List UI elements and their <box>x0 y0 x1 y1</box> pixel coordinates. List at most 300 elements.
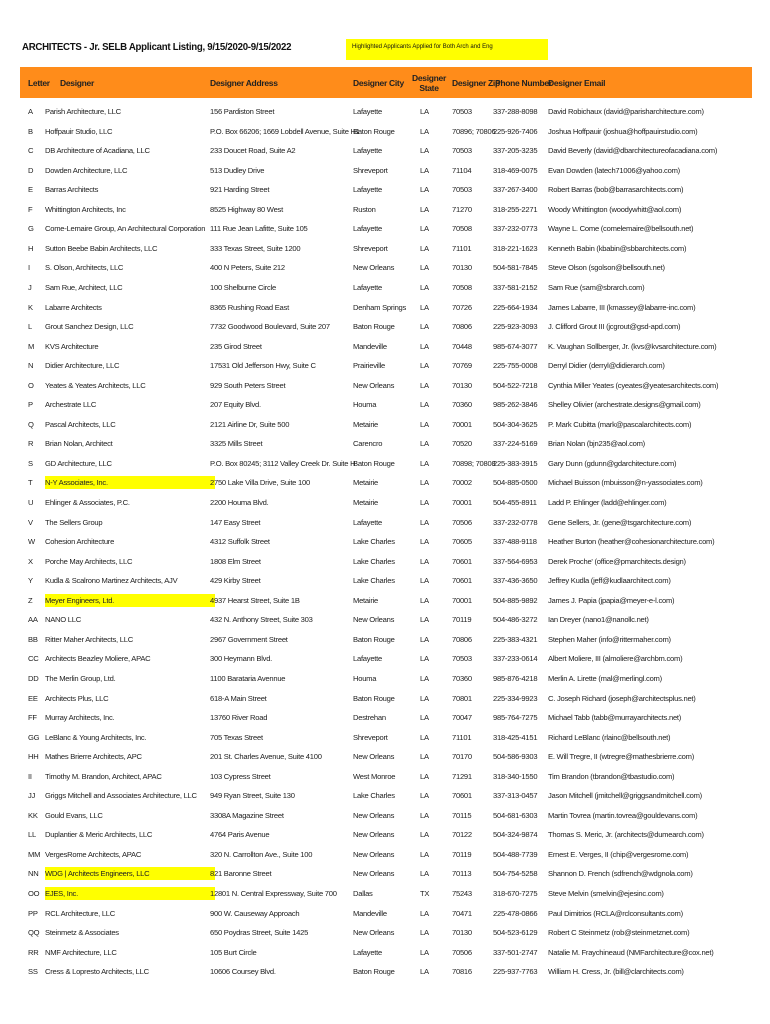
cell-state: LA <box>420 439 429 449</box>
cell-designer: KVS Architecture <box>45 341 99 351</box>
cell-city: New Orleans <box>353 849 395 859</box>
cell-email: Martin Tovrea (martin.tovrea@gouldevans.com) <box>548 810 698 820</box>
cell-designer: Barras Architects <box>45 185 99 195</box>
cell-designer: Porche May Architects, LLC <box>45 556 133 566</box>
header-phone: Phone Number <box>495 77 552 88</box>
cell-designer: DB Architecture of Acadiana, LLC <box>45 146 150 156</box>
cell-zip: 71270 <box>452 204 472 214</box>
cell-letter: OO <box>28 889 40 898</box>
page-title: ARCHITECTS - Jr. SELB Applicant Listing, 9/15/2020-9/15/2022 <box>22 41 292 53</box>
cell-city: New Orleans <box>353 830 395 840</box>
cell-state: LA <box>420 771 429 781</box>
cell-email: Ladd P. Ehlinger (ladd@ehlinger.com) <box>548 498 667 507</box>
cell-zip: 70503 <box>452 107 472 116</box>
cell-address: 921 Harding Street <box>210 185 270 195</box>
cell-city: Mandeville <box>353 908 387 918</box>
cell-letter: CC <box>28 654 39 664</box>
cell-city: Lafayette <box>353 224 382 234</box>
cell-phone: 318-425-4151 <box>493 732 538 742</box>
cell-state: LA <box>420 380 429 390</box>
cell-phone: 504-304-3625 <box>493 419 538 429</box>
cell-letter: M <box>28 341 35 351</box>
cell-letter: A <box>28 107 33 116</box>
table-row <box>20 298 752 318</box>
cell-zip: 70047 <box>452 713 472 723</box>
cell-address: 4312 Suffolk Street <box>210 537 270 547</box>
cell-designer: NMF Architecture, LLC <box>45 947 117 957</box>
cell-letter: Y <box>28 576 33 586</box>
cell-email: Thomas S. Meric, Jr. (architects@dumearch.com) <box>548 830 704 840</box>
cell-zip: 70001 <box>452 595 472 605</box>
table-row <box>20 278 752 298</box>
cell-city: Denham Springs <box>353 302 407 312</box>
cell-phone: 504-522-7218 <box>493 380 538 390</box>
cell-zip: 70001 <box>452 498 472 507</box>
cell-address: 17531 Old Jefferson Hwy, Suite C <box>210 361 316 371</box>
cell-phone: 318-221-1623 <box>493 243 538 253</box>
cell-email: Shannon D. French (sdfrench@wdgnola.com) <box>548 869 693 879</box>
cell-address: 929 South Peters Street <box>210 380 286 390</box>
cell-zip: 70115 <box>452 810 472 820</box>
cell-zip: 70769 <box>452 361 472 371</box>
cell-state: LA <box>420 361 429 371</box>
header-city: Designer City <box>353 77 404 88</box>
cell-zip: 70601 <box>452 556 472 566</box>
cell-zip: 70113 <box>452 869 472 879</box>
cell-zip: 70448 <box>452 341 472 351</box>
cell-city: Houma <box>353 400 377 410</box>
cell-designer: EJES, Inc. <box>45 887 215 900</box>
cell-zip: 70503 <box>452 146 472 156</box>
cell-address: 1100 Barataria Avennue <box>210 673 286 683</box>
table-row <box>20 415 752 435</box>
cell-designer: Kudla & Scalrono Martinez Architects, AJV <box>45 576 178 586</box>
cell-state: LA <box>420 185 429 195</box>
cell-designer: Meyer Engineers, Ltd. <box>45 594 215 607</box>
cell-state: LA <box>420 791 429 801</box>
cell-email: Gary Dunn (gdunn@gdarchitecture.com) <box>548 458 677 468</box>
cell-address: 4764 Paris Avenue <box>210 830 270 840</box>
cell-city: Lafayette <box>353 185 382 195</box>
cell-phone: 504-581-7845 <box>493 263 538 273</box>
cell-phone: 337-436-3650 <box>493 576 538 586</box>
cell-phone: 337-488-9118 <box>493 537 537 547</box>
table-row <box>20 317 752 337</box>
cell-letter: KK <box>28 810 38 820</box>
cell-city: Ruston <box>353 204 376 214</box>
cell-designer: Timothy M. Brandon, Architect, APAC <box>45 771 162 781</box>
cell-phone: 225-478-0866 <box>493 908 538 918</box>
cell-email: Steve Olson (sgolson@bellsouth.net) <box>548 263 665 273</box>
cell-designer: Dowden Architecture, LLC <box>45 165 128 175</box>
header-zip: Designer Zip <box>452 77 500 88</box>
cell-email: Albert Moliere, III (almoliere@archbm.com) <box>548 654 683 664</box>
cell-zip: 70122 <box>452 830 472 840</box>
cell-state: LA <box>420 458 429 468</box>
cell-designer: NANO LLC <box>45 615 81 625</box>
cell-city: New Orleans <box>353 869 395 879</box>
cell-email: Stephen Maher (info@rittermaher.com) <box>548 634 671 644</box>
cell-address: 100 Shelburne Circle <box>210 282 276 292</box>
cell-state: LA <box>420 654 429 664</box>
cell-designer: Hoffpauir Studio, LLC <box>45 126 113 136</box>
cell-address: 618-A Main Street <box>210 693 267 703</box>
cell-phone: 318-469-0075 <box>493 165 538 175</box>
table-row <box>20 122 752 142</box>
cell-email: Shelley Olivier (archestrate.designs@gmail.com) <box>548 400 701 410</box>
cell-phone: 337-232-0778 <box>493 517 538 527</box>
cell-city: Baton Rouge <box>353 126 395 136</box>
cell-letter: FF <box>28 713 37 723</box>
cell-address: 900 W. Causeway Approach <box>210 908 300 918</box>
table-row <box>20 180 752 200</box>
cell-zip: 70471 <box>452 908 472 918</box>
cell-zip: 71104 <box>452 165 472 175</box>
cell-letter: X <box>28 556 33 566</box>
cell-letter: H <box>28 243 34 253</box>
cell-address: 2750 Lake Villa Drive, Suite 100 <box>210 478 310 488</box>
cell-state: LA <box>420 282 429 292</box>
cell-designer: Duplantier & Meric Architects, LLC <box>45 830 153 840</box>
table-row <box>20 493 752 513</box>
cell-state: LA <box>420 556 429 566</box>
cell-phone: 337-232-0773 <box>493 224 538 234</box>
cell-designer: Grout Sanchez Design, LLC <box>45 322 134 332</box>
cell-designer: VergesRome Architects, APAC <box>45 849 142 859</box>
cell-designer: The Merlin Group, Ltd. <box>45 673 116 683</box>
cell-letter: EE <box>28 693 38 703</box>
table-row <box>20 728 752 748</box>
cell-email: Derryl Didier (derryl@didierarch.com) <box>548 361 665 371</box>
cell-designer: Architects Beazley Moliere, APAC <box>45 654 151 664</box>
cell-letter: MM <box>28 849 41 859</box>
table-row <box>20 239 752 259</box>
cell-letter: F <box>28 204 33 214</box>
cell-letter: Q <box>28 419 34 429</box>
cell-letter: RR <box>28 947 39 957</box>
cell-phone: 318-340-1550 <box>493 771 538 781</box>
cell-city: New Orleans <box>353 615 395 625</box>
cell-address: 103 Cypress Street <box>210 771 271 781</box>
cell-designer: Yeates & Yeates Architects, LLC <box>45 380 146 390</box>
cell-phone: 504-324-9874 <box>493 830 538 840</box>
cell-state: LA <box>420 693 429 703</box>
table-row <box>20 141 752 161</box>
table-row <box>20 904 752 924</box>
cell-letter: T <box>28 478 33 488</box>
cell-state: TX <box>420 889 430 898</box>
cell-zip: 70601 <box>452 791 472 801</box>
cell-designer: Archestrate LLC <box>45 400 97 410</box>
cell-designer: Didier Architecture, LLC <box>45 361 120 371</box>
cell-state: LA <box>420 615 429 625</box>
table-row <box>20 610 752 630</box>
cell-letter: HH <box>28 752 39 762</box>
cell-email: Derek Proche' (office@pmarchitects.design) <box>548 556 686 566</box>
cell-zip: 70898; 70808 <box>452 458 496 468</box>
cell-state: LA <box>420 165 429 175</box>
cell-state: LA <box>420 673 429 683</box>
cell-zip: 70130 <box>452 263 472 273</box>
cell-address: 8525 Highway 80 West <box>210 204 283 214</box>
cell-email: Ian Dreyer (nano1@nanollc.net) <box>548 615 649 625</box>
table-row <box>20 513 752 533</box>
cell-designer: GD Architecture, LLC <box>45 458 112 468</box>
cell-designer: Brian Nolan, Architect <box>45 439 113 449</box>
table-row <box>20 473 752 493</box>
cell-phone: 337-313-0457 <box>493 791 538 801</box>
cell-email: James Labarre, III (kmassey@labarre-inc.com) <box>548 302 696 312</box>
cell-phone: 337-224-5169 <box>493 439 538 449</box>
cell-letter: D <box>28 165 34 175</box>
cell-email: Gene Sellers, Jr. (gene@tsgarchitecture.com) <box>548 517 692 527</box>
cell-phone: 225-926-7406 <box>493 126 538 136</box>
cell-state: LA <box>420 595 429 605</box>
cell-zip: 71101 <box>452 243 472 253</box>
cell-address: P.O. Box 66206; 1669 Lobdell Avenue, Suite H1 <box>210 126 360 136</box>
cell-designer: Architects Plus, LLC <box>45 693 109 703</box>
cell-state: LA <box>420 576 429 586</box>
cell-letter: II <box>28 771 32 781</box>
cell-state: LA <box>420 224 429 234</box>
cell-state: LA <box>420 204 429 214</box>
cell-city: New Orleans <box>353 752 395 762</box>
table-row <box>20 649 752 669</box>
cell-city: West Monroe <box>353 771 396 781</box>
table-row <box>20 630 752 650</box>
cell-letter: N <box>28 361 34 371</box>
cell-letter: L <box>28 322 32 332</box>
cell-city: Dallas <box>353 889 373 898</box>
cell-state: LA <box>420 537 429 547</box>
cell-address: 3325 Mills Street <box>210 439 263 449</box>
cell-city: Shreveport <box>353 732 388 742</box>
cell-letter: BB <box>28 634 38 644</box>
cell-letter: R <box>28 439 34 449</box>
cell-state: LA <box>420 498 429 507</box>
cell-phone: 337-205-3235 <box>493 146 538 156</box>
cell-state: LA <box>420 517 429 527</box>
table-row <box>20 571 752 591</box>
cell-phone: 337-581-2152 <box>493 282 538 292</box>
cell-email: Merlin A. Lirette (mal@merlingl.com) <box>548 673 662 683</box>
cell-city: Baton Rouge <box>353 634 395 644</box>
cell-address: 513 Dudley Drive <box>210 165 265 175</box>
cell-designer: WDG | Architects Engineers, LLC <box>45 867 215 880</box>
cell-email: Michael Tabb (tabb@murrayarchitects.net) <box>548 713 682 723</box>
cell-phone: 504-681-6303 <box>493 810 538 820</box>
cell-email: David Beverly (david@dbarchitectureofacadiana.com) <box>548 146 718 156</box>
table-row <box>20 552 752 572</box>
cell-city: New Orleans <box>353 810 395 820</box>
table-row <box>20 356 752 376</box>
cell-letter: G <box>28 224 34 234</box>
cell-state: LA <box>420 752 429 762</box>
cell-email: P. Mark Cubitta (mark@pascalarchitects.com) <box>548 419 692 429</box>
cell-designer: The Sellers Group <box>45 517 103 527</box>
cell-letter: GG <box>28 732 40 742</box>
cell-state: LA <box>420 478 429 488</box>
cell-city: Lafayette <box>353 654 382 664</box>
cell-city: Destrehan <box>353 713 386 723</box>
cell-designer: Cress & Lopresto Architects, LLC <box>45 967 149 977</box>
table-row <box>20 786 752 806</box>
cell-email: Richard LeBlanc (rlainc@bellsouth.net) <box>548 732 671 742</box>
table-row <box>20 200 752 220</box>
cell-address: 105 Burt Circle <box>210 947 257 957</box>
cell-state: LA <box>420 243 429 253</box>
header-letter: Letter <box>28 77 50 88</box>
cell-designer: N-Y Associates, Inc. <box>45 476 215 489</box>
cell-phone: 504-486-3272 <box>493 615 538 625</box>
cell-phone: 504-885-9892 <box>493 595 538 605</box>
cell-address: 320 N. Carrollton Ave., Suite 100 <box>210 849 313 859</box>
cell-address: 1808 Elm Street <box>210 556 261 566</box>
table-row <box>20 258 752 278</box>
cell-phone: 225-937-7763 <box>493 967 538 977</box>
table-row <box>20 337 752 357</box>
cell-state: LA <box>420 341 429 351</box>
cell-letter: PP <box>28 908 38 918</box>
cell-letter: SS <box>28 967 38 977</box>
table-row <box>20 708 752 728</box>
cell-zip: 71291 <box>452 771 472 781</box>
cell-zip: 70726 <box>452 302 472 312</box>
cell-zip: 70170 <box>452 752 472 762</box>
cell-letter: LL <box>28 830 36 840</box>
cell-address: 10606 Coursey Blvd. <box>210 967 276 977</box>
cell-letter: S <box>28 458 33 468</box>
cell-city: Metairie <box>353 498 379 507</box>
cell-letter: C <box>28 146 34 156</box>
table-row <box>20 102 752 122</box>
cell-city: Lafayette <box>353 517 382 527</box>
table-row <box>20 161 752 181</box>
cell-state: LA <box>420 107 429 116</box>
cell-email: Brian Nolan (bjn235@aol.com) <box>548 439 645 449</box>
cell-designer: Sam Rue, Architect, LLC <box>45 282 123 292</box>
cell-zip: 70520 <box>452 439 472 449</box>
cell-designer: RCL Architecture, LLC <box>45 908 116 918</box>
cell-address: 650 Poydras Street, Suite 1425 <box>210 928 309 938</box>
cell-email: Robert C Steinmetz (rob@steinmetznet.com) <box>548 928 690 938</box>
cell-address: 2200 Houma Blvd. <box>210 498 269 507</box>
cell-address: 429 Kirby Street <box>210 576 261 586</box>
cell-phone: 985-876-4218 <box>493 673 538 683</box>
cell-letter: K <box>28 302 33 312</box>
cell-address: 235 Girod Street <box>210 341 262 351</box>
cell-state: LA <box>420 146 429 156</box>
table-row <box>20 845 752 865</box>
cell-phone: 337-288-8098 <box>493 107 538 116</box>
cell-phone: 504-523-6129 <box>493 928 538 938</box>
cell-address: 333 Texas Street, Suite 1200 <box>210 243 301 253</box>
cell-phone: 337-267-3400 <box>493 185 538 195</box>
cell-state: LA <box>420 322 429 332</box>
header-state: Designer State <box>412 72 446 93</box>
cell-address: 7732 Goodwood Boulevard, Suite 207 <box>210 322 330 332</box>
cell-letter: O <box>28 380 34 390</box>
cell-designer: Parish Architecture, LLC <box>45 107 121 116</box>
cell-phone: 985-674-3077 <box>493 341 538 351</box>
cell-address: 201 St. Charles Avenue, Suite 4100 <box>210 752 322 762</box>
cell-email: Natalie M. Fraychineaud (NMFarchitecture@cox.net) <box>548 947 714 957</box>
cell-phone: 985-262-3846 <box>493 400 538 410</box>
cell-email: Steve Melvin (smelvin@ejesinc.com) <box>548 889 664 898</box>
cell-letter: V <box>28 517 33 527</box>
table-row <box>20 434 752 454</box>
cell-designer: Ritter Maher Architects, LLC <box>45 634 133 644</box>
cell-address: 300 Heymann Blvd. <box>210 654 273 664</box>
cell-email: Robert Barras (bob@barrasarchitects.com) <box>548 185 684 195</box>
table-row <box>20 825 752 845</box>
cell-zip: 70503 <box>452 654 472 664</box>
cell-letter: JJ <box>28 791 36 801</box>
cell-state: LA <box>420 400 429 410</box>
cell-address: 3308A Magazine Street <box>210 810 284 820</box>
cell-email: William H. Cress, Jr. (bill@clarchitects.com) <box>548 967 684 977</box>
cell-designer: Ehlinger & Associates, P.C. <box>45 498 130 507</box>
cell-city: Lake Charles <box>353 576 395 586</box>
cell-city: Mandeville <box>353 341 387 351</box>
cell-state: LA <box>420 419 429 429</box>
cell-city: Baton Rouge <box>353 967 395 977</box>
cell-phone: 225-383-4321 <box>493 634 538 644</box>
cell-email: J. Clifford Grout III (jcgrout@gsd-apd.com) <box>548 322 681 332</box>
cell-email: David Robichaux (david@parisharchitecture.com) <box>548 107 704 116</box>
cell-phone: 504-586-9303 <box>493 752 538 762</box>
cell-state: LA <box>420 634 429 644</box>
cell-city: Lafayette <box>353 282 382 292</box>
cell-city: Metairie <box>353 419 379 429</box>
cell-zip: 70130 <box>452 380 472 390</box>
cell-email: Tim Brandon (tbrandon@tbastudio.com) <box>548 771 675 781</box>
cell-address: 207 Equity Blvd. <box>210 400 261 410</box>
cell-phone: 337-564-6953 <box>493 556 538 566</box>
cell-state: LA <box>420 713 429 723</box>
cell-designer: LeBlanc & Young Architects, Inc. <box>45 732 147 742</box>
cell-city: Metairie <box>353 478 379 488</box>
cell-city: Baton Rouge <box>353 458 395 468</box>
cell-letter: W <box>28 537 35 547</box>
cell-email: Sam Rue (sam@sbrarch.com) <box>548 282 645 292</box>
cell-city: Lake Charles <box>353 791 395 801</box>
cell-designer: Cohesion Architecture <box>45 537 115 547</box>
cell-address: 705 Texas Street <box>210 732 263 742</box>
cell-address: 13760 River Road <box>210 713 268 723</box>
cell-city: Metairie <box>353 595 379 605</box>
cell-letter: NN <box>28 869 39 879</box>
cell-state: LA <box>420 908 429 918</box>
cell-state: LA <box>420 830 429 840</box>
cell-zip: 70506 <box>452 517 472 527</box>
cell-phone: 225-334-9923 <box>493 693 538 703</box>
cell-email: Evan Dowden (latech71006@yahoo.com) <box>548 165 680 175</box>
table-row <box>20 767 752 787</box>
cell-zip: 70119 <box>452 849 472 859</box>
cell-designer: Sutton Beebe Babin Architects, LLC <box>45 243 158 253</box>
cell-zip: 70801 <box>452 693 472 703</box>
cell-email: James J. Papia (jpapia@meyer-e-l.com) <box>548 595 675 605</box>
cell-address: 2121 Airline Dr, Suite 500 <box>210 419 290 429</box>
cell-city: Lafayette <box>353 146 382 156</box>
cell-email: Jeffrey Kudla (jeff@kudlaarchitect.com) <box>548 576 671 586</box>
cell-zip: 70001 <box>452 419 472 429</box>
cell-zip: 70002 <box>452 478 472 488</box>
cell-designer: Steinmetz & Associates <box>45 928 119 938</box>
cell-state: LA <box>420 947 429 957</box>
cell-state: LA <box>420 810 429 820</box>
